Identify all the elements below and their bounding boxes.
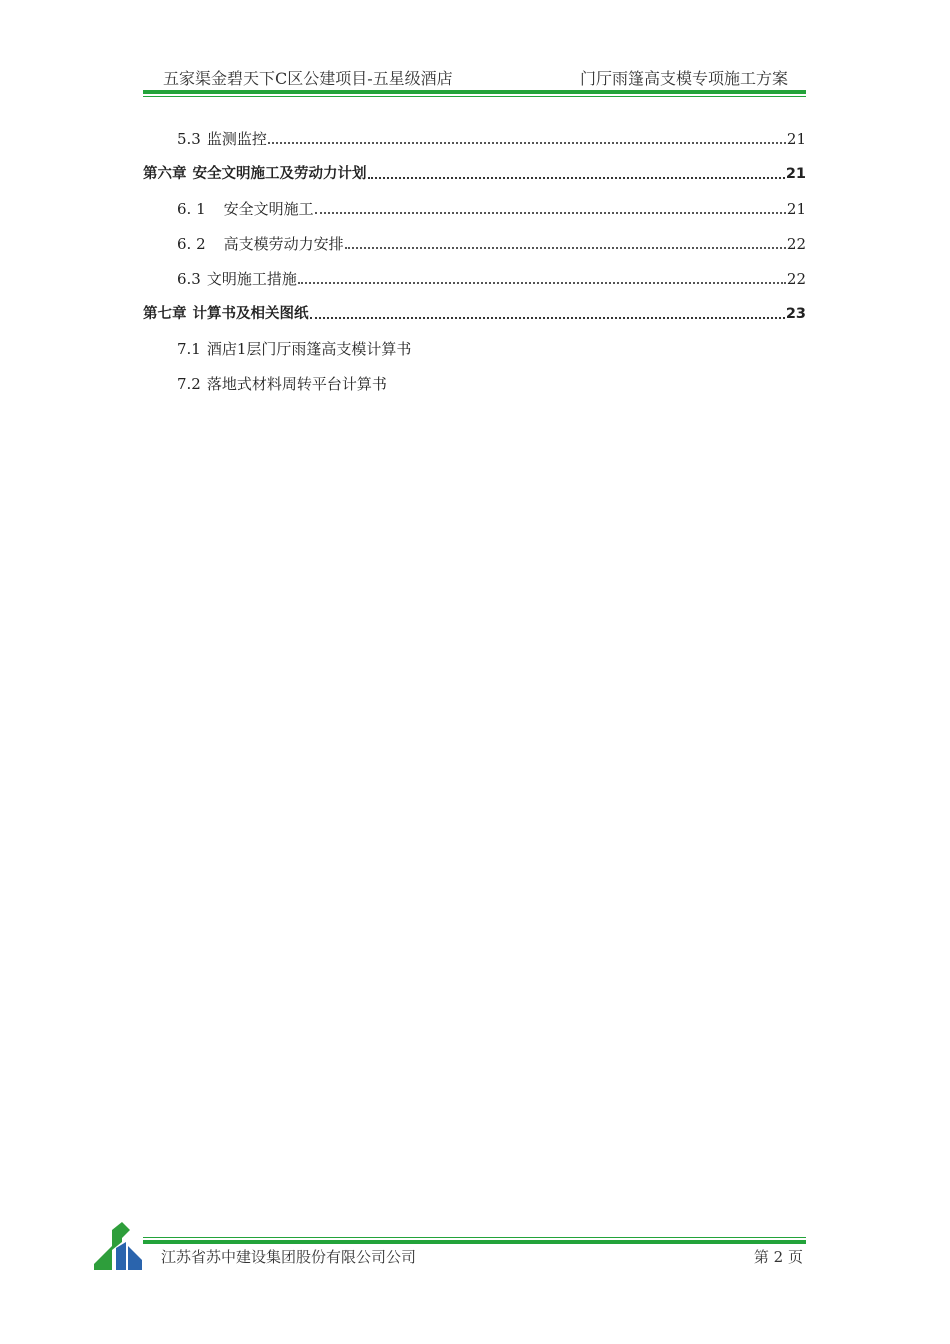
toc-entry-number: 6. 2 bbox=[177, 235, 206, 253]
footer-page-number: 第 2 页 bbox=[753, 1248, 803, 1266]
toc-entry-number: 6.3 bbox=[177, 270, 201, 288]
toc-entry-title: 监测监控 bbox=[206, 130, 267, 148]
toc-entry-6-1[interactable] bbox=[143, 197, 806, 219]
toc-entry-page: 21 bbox=[786, 130, 806, 148]
toc-entry-page: 21 bbox=[786, 200, 806, 218]
toc-dot-leader bbox=[315, 212, 786, 214]
header-document-title: 门厅雨篷高支模专项施工方案 bbox=[579, 69, 788, 88]
toc-entry-title: 酒店1层门厅雨篷高支模计算书 bbox=[206, 340, 412, 358]
toc-entry-page: 21 bbox=[785, 166, 806, 182]
toc-dot-leader bbox=[345, 247, 786, 249]
toc-dot-leader bbox=[368, 177, 785, 179]
toc-entry-number: 7.2 bbox=[177, 375, 201, 393]
toc-entry-title: 安全文明施工 bbox=[223, 200, 314, 218]
toc-entry-6-2[interactable] bbox=[143, 232, 806, 254]
toc-dot-leader bbox=[310, 317, 785, 319]
toc-dot-leader bbox=[298, 282, 786, 284]
toc-entry-number: 7.1 bbox=[177, 340, 201, 358]
page-footer bbox=[143, 1246, 806, 1268]
toc-entry-number: 6. 1 bbox=[177, 200, 206, 218]
toc-entry-page: 22 bbox=[786, 235, 806, 253]
footer-rule-thin bbox=[143, 1237, 806, 1238]
footer-rule-thick bbox=[143, 1240, 806, 1244]
header-project-title: 五家渠金碧天下C区公建项目-五星级酒店 bbox=[163, 69, 453, 88]
toc-entry-chapter-7[interactable] bbox=[143, 302, 806, 324]
toc-entry-title: 安全文明施工及劳动力计划 bbox=[192, 166, 367, 182]
toc-entry-page: 22 bbox=[786, 270, 806, 288]
toc-entry-6-3[interactable] bbox=[143, 267, 806, 289]
company-logo-icon bbox=[92, 1220, 144, 1272]
toc-entry-page: 23 bbox=[785, 306, 806, 322]
toc-entry-7-2[interactable] bbox=[143, 372, 806, 394]
toc-entry-title: 高支模劳动力安排 bbox=[223, 235, 344, 253]
toc-entry-number: 第七章 bbox=[143, 306, 187, 322]
toc-entry-title: 落地式材料周转平台计算书 bbox=[206, 375, 387, 393]
toc-entry-chapter-6[interactable] bbox=[143, 162, 806, 184]
toc-dot-leader bbox=[268, 142, 786, 144]
header-rule-thick bbox=[143, 90, 806, 94]
page-header bbox=[143, 66, 806, 90]
footer-company-name: 江苏省苏中建设集团股份有限公司公司 bbox=[161, 1248, 417, 1266]
toc-entry-number: 第六章 bbox=[143, 166, 187, 182]
toc-entry-5-3[interactable] bbox=[143, 127, 806, 149]
toc-entry-title: 文明施工措施 bbox=[206, 270, 297, 288]
toc-entry-number: 5.3 bbox=[177, 130, 201, 148]
toc-entry-7-1[interactable] bbox=[143, 337, 806, 359]
header-rule-thin bbox=[143, 96, 806, 97]
toc-entry-title: 计算书及相关图纸 bbox=[192, 306, 309, 322]
